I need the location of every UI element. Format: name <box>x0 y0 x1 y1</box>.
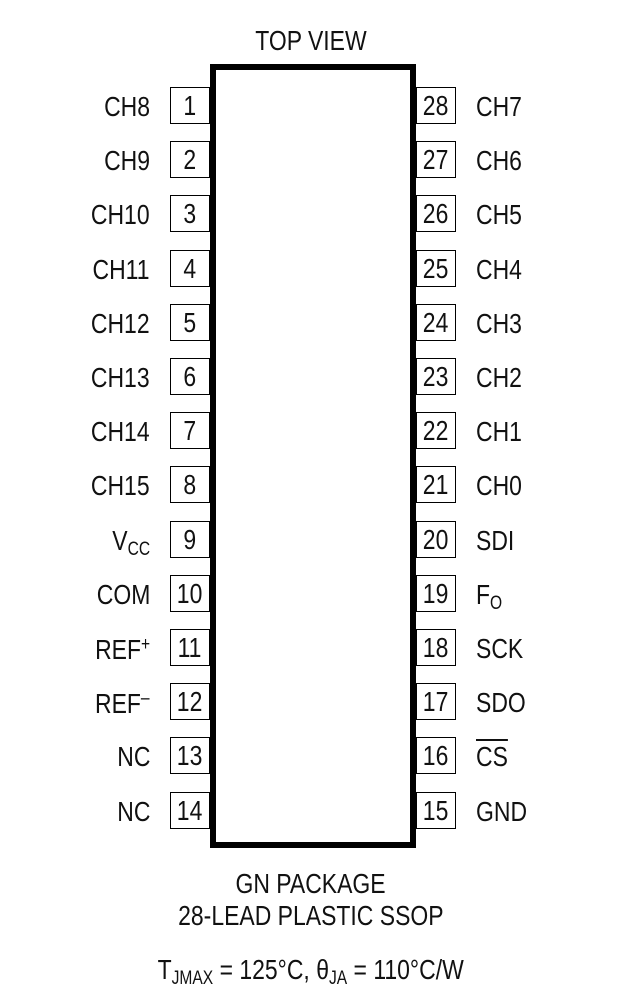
pin-11-label: REF+ <box>94 634 150 665</box>
pin-1-box <box>170 87 210 124</box>
pin-number: 25 <box>423 252 449 284</box>
pin-16-box <box>416 737 456 774</box>
pin-10-box <box>170 575 210 612</box>
pin-9-label: $V_{CC}$ <box>112 524 150 560</box>
pin-1-label: CH8 <box>104 91 150 122</box>
pin-number: 18 <box>423 632 449 663</box>
pin-7-label: CH14 <box>91 416 150 448</box>
pin-number: 27 <box>423 144 449 176</box>
pin-number: 24 <box>423 306 449 338</box>
pin-18-box <box>416 629 456 666</box>
pin-3-label: CH10 <box>91 199 150 231</box>
top-view-title: TOP VIEW <box>255 25 367 56</box>
pin-27-box <box>416 141 456 178</box>
pin-20-label: SDI <box>476 524 515 556</box>
pin-10-label: COM <box>96 578 150 610</box>
pin-number: 1 <box>183 90 197 121</box>
pin-12-box <box>170 683 210 720</box>
pin-number: 2 <box>183 144 197 176</box>
pin-12-label: REF– <box>95 688 150 720</box>
pin-16-label: $\overline{CS}$ <box>476 741 508 773</box>
pin-number: 28 <box>423 90 449 121</box>
pin-2-box <box>170 141 210 178</box>
pin-15-box <box>416 792 456 829</box>
pin-28-box <box>416 87 456 124</box>
pin-28-label: CH7 <box>476 91 522 122</box>
ic-package-body <box>210 64 416 848</box>
pin-20-box <box>416 521 456 558</box>
package-description: 28-LEAD PLASTIC SSOP <box>178 900 444 931</box>
pin-number: 19 <box>423 577 449 609</box>
pin-number: 5 <box>183 306 197 338</box>
pin-number: 4 <box>183 252 197 284</box>
pin-25-label: CH4 <box>476 253 522 285</box>
pin-2-label: CH9 <box>104 145 150 177</box>
pin-number: 15 <box>423 794 449 826</box>
pin-number: 17 <box>423 686 449 718</box>
pin-17-label: SDO <box>476 687 526 719</box>
pin-22-label: CH1 <box>476 416 522 448</box>
pin-25-box <box>416 250 456 287</box>
pin-13-label: NC <box>116 741 150 773</box>
thermal-spec: $T_{JMAX} = 125^\circ C$, $\theta_{JA} = 110^\circ C/W$ <box>157 954 465 989</box>
pin-number: 12 <box>177 686 203 718</box>
pin-23-label: CH2 <box>476 362 522 393</box>
pin-19-label: $F_O$ <box>476 578 503 614</box>
pin-17-box <box>416 683 456 720</box>
pin-number: 10 <box>177 577 203 609</box>
pin-11-box <box>170 629 210 666</box>
pin-15-label: GND <box>476 795 528 827</box>
pin-number: 6 <box>183 361 197 392</box>
pin-21-label: CH0 <box>476 470 522 502</box>
pin-13-box <box>170 737 210 774</box>
pin-number: 20 <box>423 523 449 555</box>
pin-number: 16 <box>423 740 449 772</box>
pin-7-box <box>170 412 210 449</box>
pin-18-label: SCK <box>476 633 524 664</box>
pin-21-box <box>416 466 456 503</box>
pin-number: 26 <box>423 198 449 230</box>
pin-number: 3 <box>183 198 197 230</box>
pin-9-box <box>170 521 210 558</box>
pin-14-label: NC <box>116 795 150 827</box>
pin-5-label: CH12 <box>91 307 150 339</box>
pin-4-box <box>170 250 210 287</box>
pin-27-label: CH6 <box>476 145 522 177</box>
pin-26-box <box>416 195 456 232</box>
pin-number: 9 <box>183 523 197 555</box>
pin-8-box <box>170 466 210 503</box>
package-name: GN PACKAGE <box>235 868 387 899</box>
pin-22-box <box>416 412 456 449</box>
pin-3-box <box>170 195 210 232</box>
pin-number: 14 <box>177 794 203 826</box>
pin-number: 11 <box>178 632 202 663</box>
pin-6-box <box>170 358 210 395</box>
pin-number: 13 <box>177 740 203 772</box>
pin-number: 7 <box>183 415 197 447</box>
pin-5-box <box>170 304 210 341</box>
pin-number: 23 <box>423 361 449 392</box>
pin-number: 21 <box>423 469 449 501</box>
pin-6-label: CH13 <box>91 362 150 393</box>
pin-19-box <box>416 575 456 612</box>
pin-number: 22 <box>423 415 449 447</box>
pin-26-label: CH5 <box>476 199 522 231</box>
pin-14-box <box>170 792 210 829</box>
pin-number: 8 <box>183 469 197 501</box>
pin-8-label: CH15 <box>91 470 150 502</box>
pin-23-box <box>416 358 456 395</box>
pin-4-label: CH11 <box>92 253 150 285</box>
pin-24-label: CH3 <box>476 307 522 339</box>
pin-24-box <box>416 304 456 341</box>
